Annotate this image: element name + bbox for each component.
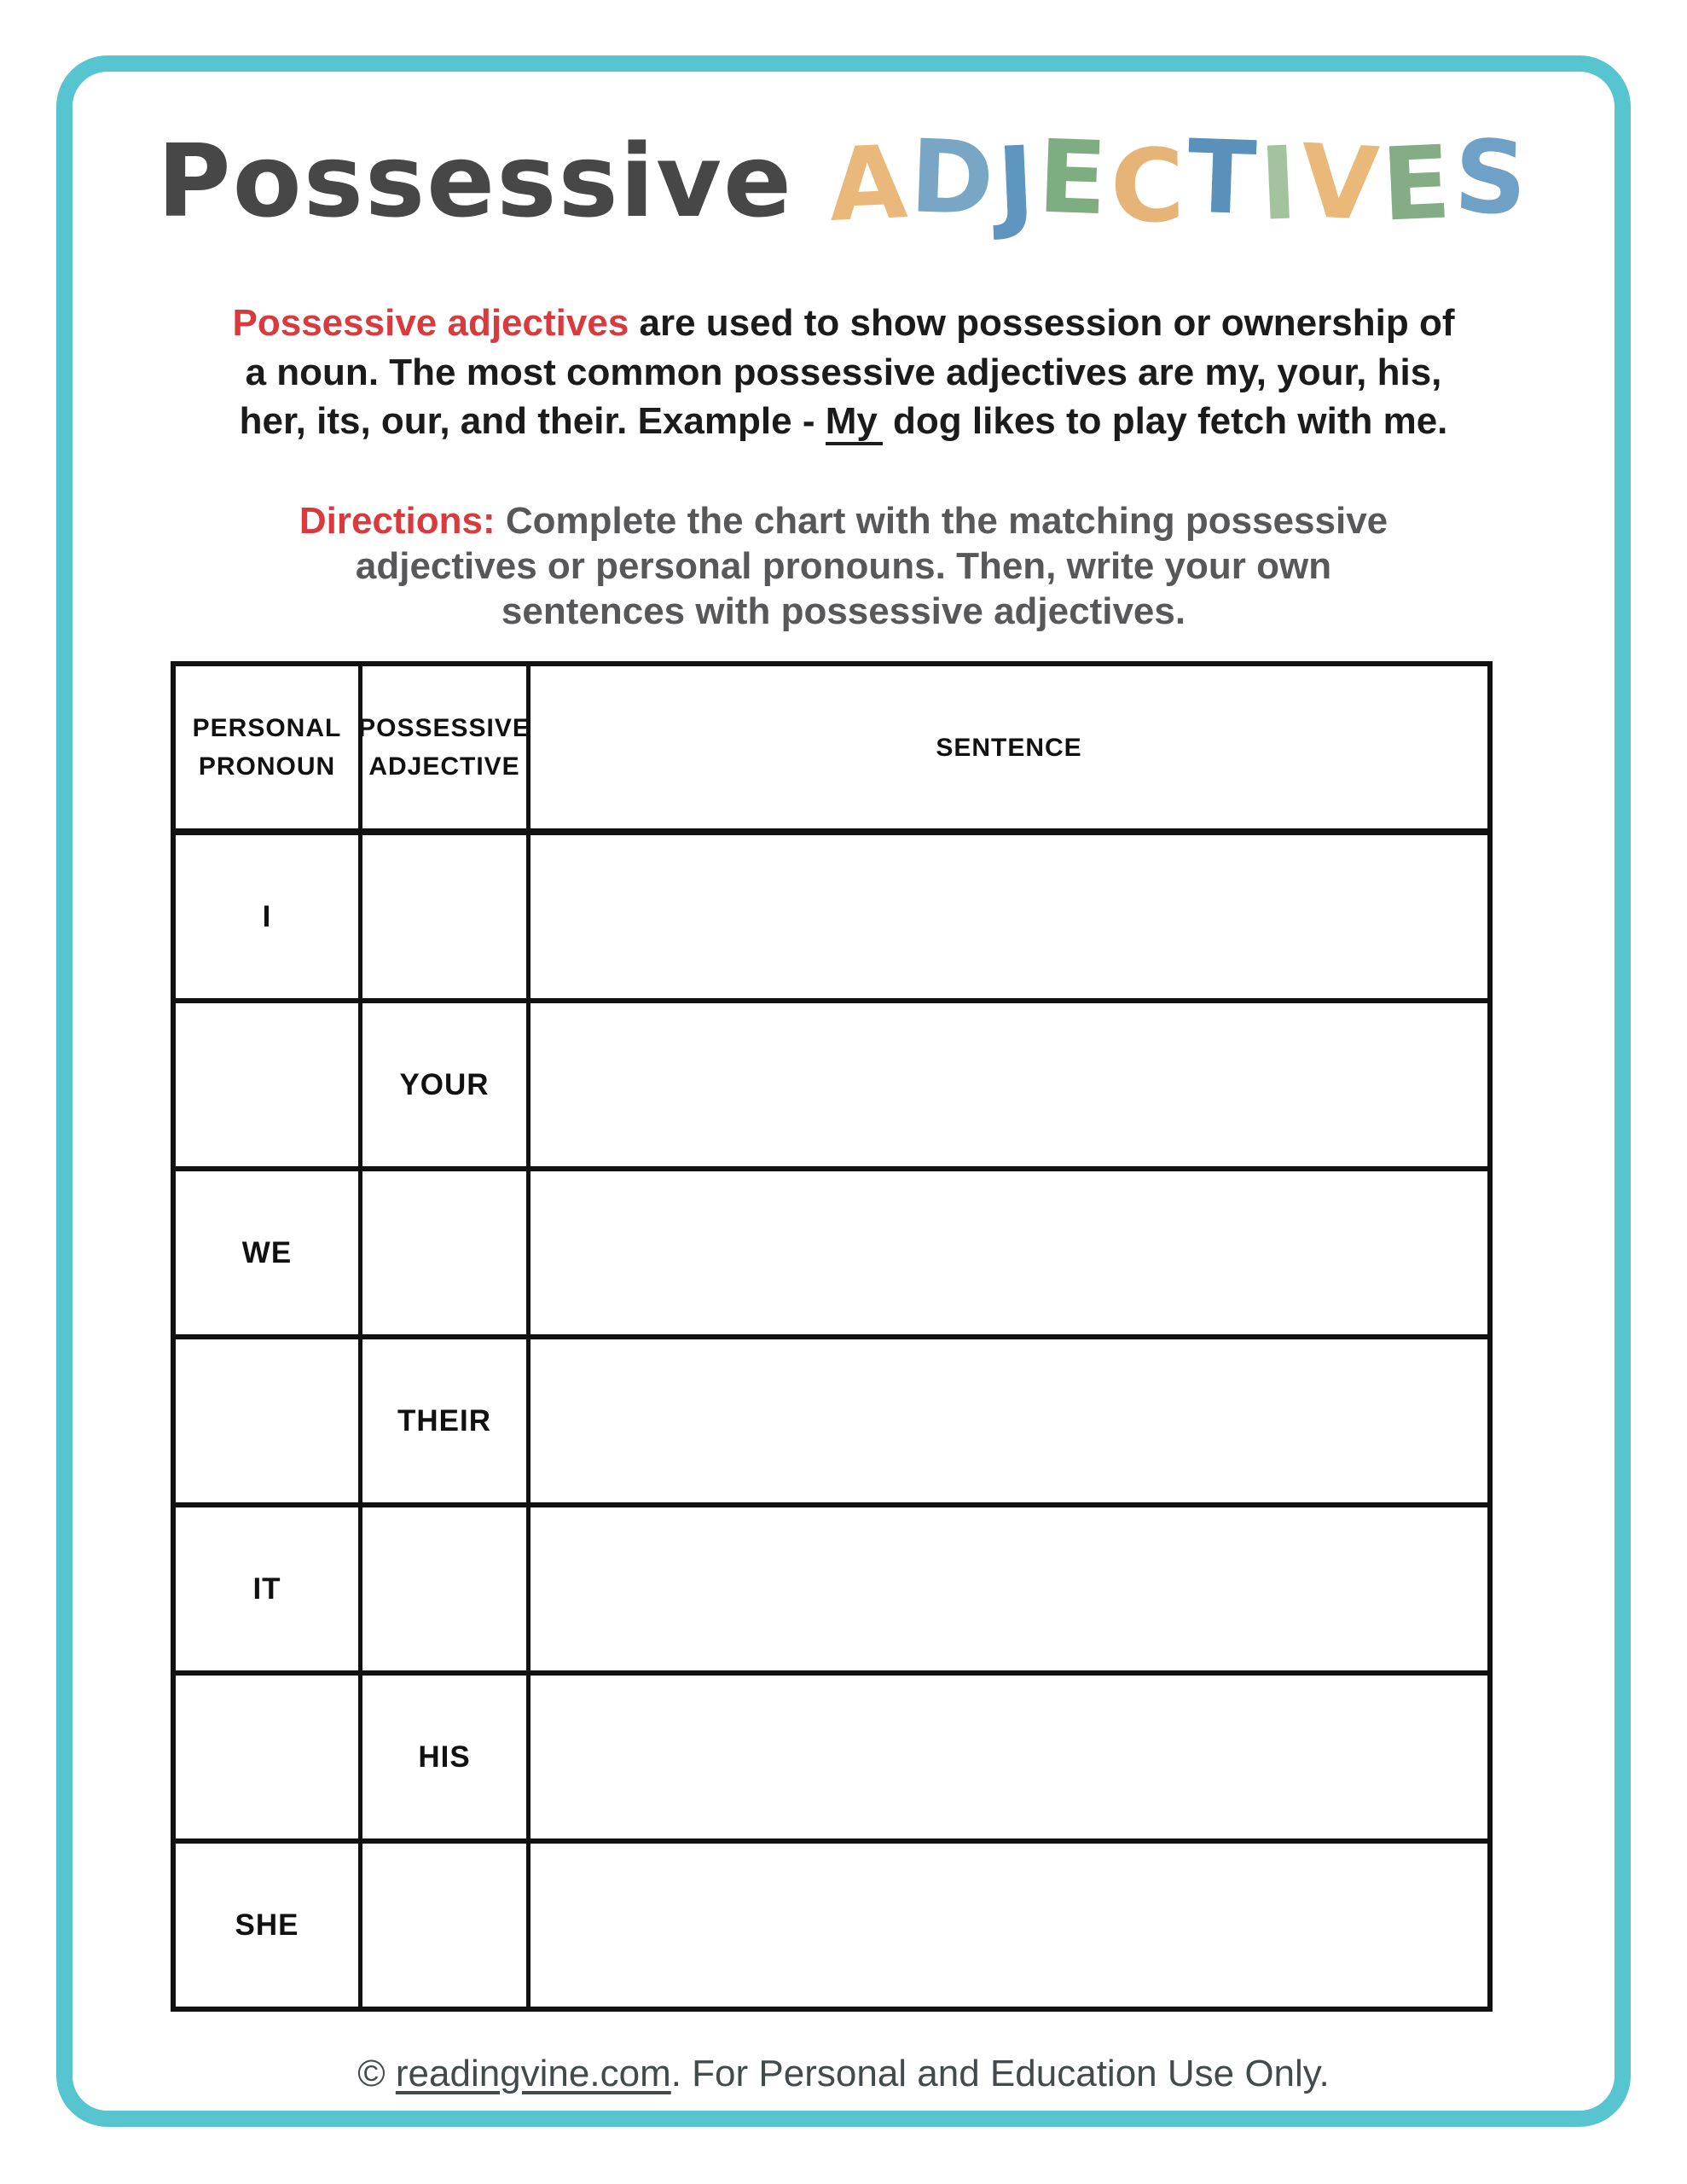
title-letter: S (1452, 117, 1533, 238)
intro-line-2: a noun. The most common possessive adjectives are my, your, his, (245, 351, 1442, 393)
page-title (0, 117, 1687, 246)
pronoun-cell-row1: I (176, 835, 362, 1003)
footer-usage-text: . For Personal and Education Use Only. (670, 2053, 1330, 2094)
sentence-cell-row3 (530, 1171, 1487, 1339)
adjective-cell-row2: YOUR (362, 1003, 530, 1171)
footer (0, 2053, 1687, 2095)
sentence-cell-row1 (530, 835, 1487, 1003)
intro-line-1: Possessive adjectives are used to show possession or ownership of (232, 302, 1455, 344)
pronoun-cell-row2 (176, 1003, 362, 1171)
header-possessive-adjective: POSSESSIVE ADJECTIVE (362, 666, 530, 835)
pronoun-cell-row5: IT (176, 1507, 362, 1676)
adjective-cell-row5 (362, 1507, 530, 1676)
directions-line-2: adjectives or personal pronouns. Then, write your own (355, 544, 1332, 587)
pronoun-cell-row3: WE (176, 1171, 362, 1339)
sentence-cell-row5 (530, 1507, 1487, 1676)
sentence-cell-row6 (530, 1676, 1487, 1844)
directions-line-3: sentences with possessive adjectives. (501, 590, 1186, 632)
title-letter: A (826, 122, 913, 245)
header-personal-pronoun: PERSONAL PRONOUN (176, 666, 362, 835)
directions-label: Directions: (299, 500, 496, 542)
title-letter: E (1379, 123, 1457, 244)
adjective-cell-row4: THEIR (362, 1339, 530, 1507)
adjective-cell-row3 (362, 1171, 530, 1339)
intro-paragraph (0, 299, 1687, 446)
title-letter: E (1036, 117, 1113, 238)
title-letter: V (1297, 121, 1385, 244)
title-word-possessive: Possessive (157, 122, 794, 240)
adjective-cell-row7 (362, 1844, 530, 2007)
pronoun-adjective-table (171, 661, 1493, 2012)
title-word-adjectives (826, 117, 1533, 246)
pronoun-cell-row4 (176, 1339, 362, 1507)
sentence-cell-row4 (530, 1339, 1487, 1507)
directions-paragraph (0, 499, 1687, 634)
title-letter: I (1257, 124, 1303, 243)
adjective-cell-row6: HIS (362, 1676, 530, 1844)
underlined-example-word: My (826, 400, 883, 445)
sentence-cell-row7 (530, 1844, 1487, 2007)
copyright-symbol: © (357, 2053, 396, 2094)
readingvine-link[interactable]: readingvine.com (395, 2053, 671, 2094)
pronoun-cell-row6 (176, 1676, 362, 1844)
intro-red-phrase: Possessive adjectives (232, 302, 629, 344)
pronoun-cell-row7: SHE (176, 1844, 362, 2007)
title-letter: C (1109, 126, 1189, 246)
header-sentence: SENTENCE (530, 666, 1487, 835)
directions-line-1: Directions: Complete the chart with the matching possessive (299, 500, 1388, 542)
title-letter: D (908, 117, 1000, 238)
title-letter: J (994, 124, 1041, 243)
title-letter: T (1186, 117, 1262, 238)
sentence-cell-row2 (530, 1003, 1487, 1171)
intro-line-3: her, its, our, and their. Example - My dog likes to play fetch with me. (0, 397, 1687, 446)
adjective-cell-row1 (362, 835, 530, 1003)
